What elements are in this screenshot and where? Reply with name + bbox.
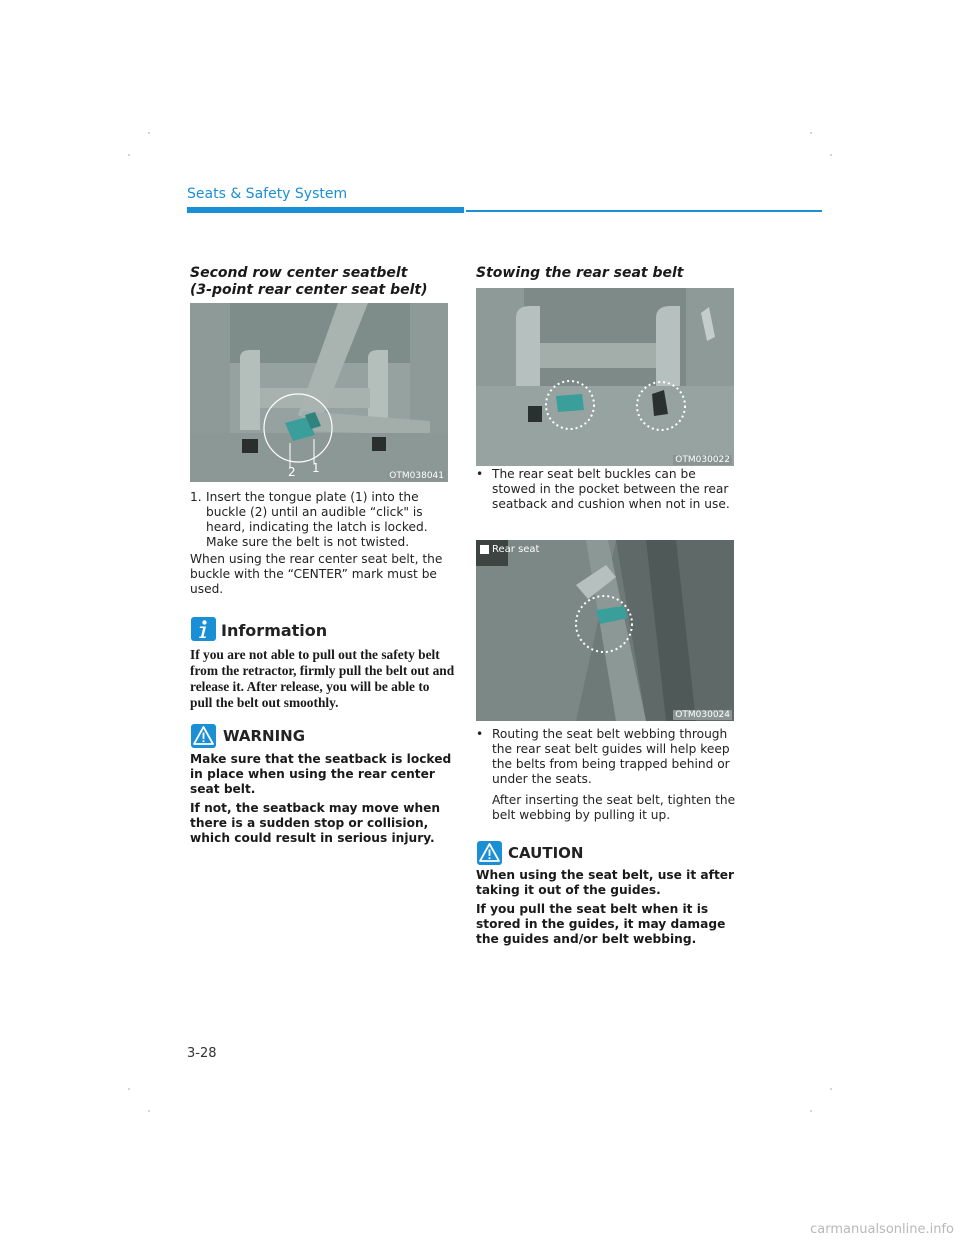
- corner-mark: [128, 1088, 130, 1090]
- bullet-subtext: After inserting the seat belt, tighten the belt webbing by pulling it up.: [492, 793, 736, 822]
- caution-icon: [477, 841, 502, 865]
- list-item: [476, 727, 738, 787]
- info-title: Information: [221, 621, 328, 640]
- figure-label-text: Rear seat: [492, 544, 540, 555]
- info-icon: [191, 617, 216, 641]
- warning-text-1: Make sure that the seatback is locked in place when using the rear center seat belt.: [190, 752, 452, 796]
- footer-watermark: carmanualsonline.info: [810, 1222, 954, 1237]
- bullet-stow: [476, 467, 738, 512]
- step-text: Insert the tongue plate (1) into the buckle (2) until an audible “click" is heard, indicating the latch is locked. Make sure the belt is not twisted.: [206, 490, 428, 549]
- corner-mark: [128, 154, 130, 156]
- corner-mark: [830, 1088, 832, 1090]
- bullet-icon: •: [476, 467, 484, 481]
- header-rule: [466, 210, 822, 212]
- info-text: If you are not able to pull out the safety belt from the retractor, firmly pull the belt out and release it. After release, you will be able to pull the belt out smoothly.: [190, 647, 455, 710]
- corner-mark: [148, 132, 150, 134]
- figure-code: OTM030022: [675, 455, 730, 465]
- callout-1: 1: [312, 461, 320, 475]
- caution-title: CAUTION: [508, 844, 584, 862]
- warning-icon: [191, 724, 216, 748]
- list-item: [476, 467, 738, 512]
- corner-mark: [810, 132, 812, 134]
- bullet-routing: [476, 727, 738, 823]
- section-title: Seats & Safety System: [187, 186, 348, 202]
- figure-center-seatbelt: [190, 303, 448, 482]
- figure-code: OTM038041: [389, 471, 444, 481]
- figure-code: OTM030024: [675, 710, 730, 720]
- list-item: [190, 490, 450, 550]
- figure-rear-seat-guide: [476, 540, 734, 721]
- heading-line: (3-point rear center seat belt): [190, 282, 428, 298]
- warning-title: WARNING: [223, 727, 306, 745]
- right-heading: Stowing the rear seat belt: [476, 265, 684, 281]
- step-number: 1.: [190, 490, 202, 504]
- corner-mark: [148, 1110, 150, 1112]
- bullet-text: Routing the seat belt webbing through the rear seat belt guides will help keep the belts from being trapped behind or under the seats.: [492, 727, 730, 786]
- caution-text-1: When using the seat belt, use it after taking it out of the guides.: [476, 868, 735, 897]
- bullet-text: The rear seat belt buckles can be stowed in the pocket between the rear seatback and cushion when not in use.: [492, 467, 730, 511]
- header-bar: [187, 207, 464, 213]
- warning-text-2: If not, the seatback may move when there is a sudden stop or collision, which could result in serious injury.: [190, 801, 441, 845]
- page-number: 3-28: [187, 1046, 217, 1061]
- corner-mark: [830, 154, 832, 156]
- center-buckle-note: When using the rear center seat belt, the buckle with the “CENTER” mark must be used.: [190, 552, 443, 596]
- step-list: [190, 490, 450, 550]
- corner-mark: [810, 1110, 812, 1112]
- seatbelt-illustration: [190, 303, 448, 482]
- heading-line: Second row center seatbelt: [190, 265, 408, 281]
- left-heading: [190, 265, 460, 299]
- callout-2: 2: [288, 465, 296, 479]
- stowing-illustration: [476, 288, 734, 466]
- guide-illustration: [476, 540, 734, 721]
- caution-text-2: If you pull the seat belt when it is stored in the guides, it may damage the guides and/or belt webbing.: [476, 902, 726, 946]
- bullet-icon: •: [476, 727, 484, 741]
- figure-stowing: [476, 288, 734, 466]
- square-bullet-icon: [480, 545, 489, 554]
- figure-label: [480, 544, 539, 555]
